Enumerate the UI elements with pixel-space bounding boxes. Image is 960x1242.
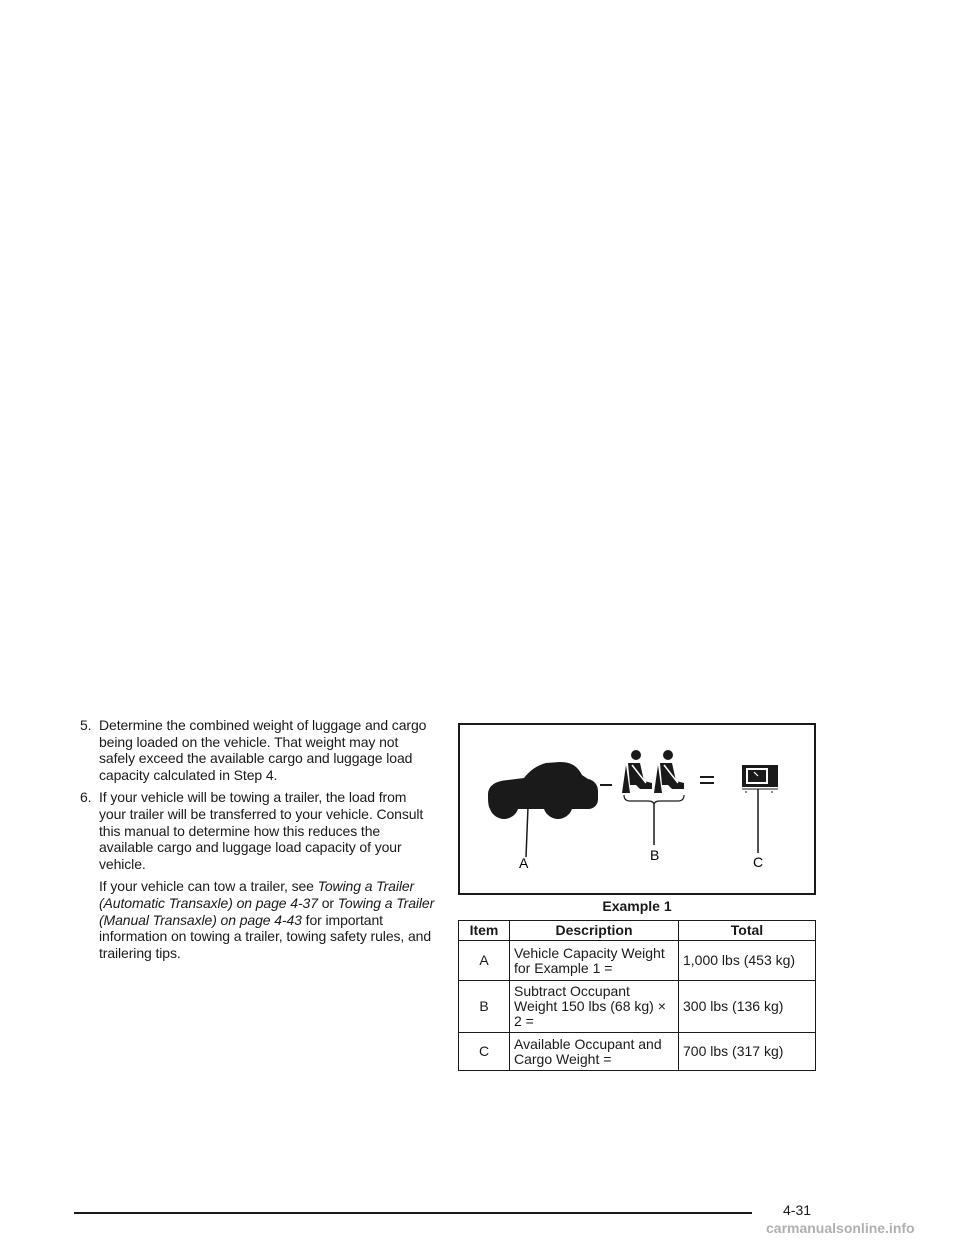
step-number: 6. [80, 789, 92, 806]
step-text: If your vehicle will be towing a trailer, the load from your trailer will be transferred to your vehicle. Consult this manual to determine how this reduces the available cargo and luggage load capacity of your vehicle. [99, 789, 424, 872]
vehicle-icon [488, 762, 598, 857]
figure-caption: Example 1 [602, 898, 672, 914]
table-row [459, 941, 816, 981]
table-header-row [459, 921, 816, 941]
towing-note-connector: or [317, 894, 338, 911]
cargo-icon [742, 765, 778, 853]
equals-icon [700, 777, 714, 783]
occupant-icon [654, 750, 684, 793]
row-description: Available Occupant and Cargo Weight = [510, 1033, 679, 1071]
label-b: B [650, 847, 660, 863]
row-item: A [459, 941, 510, 981]
step-6 [73, 789, 435, 872]
example-figure [458, 723, 816, 895]
footer-rule [74, 1212, 752, 1214]
weight-equation-illustration [460, 725, 814, 893]
row-total: 700 lbs (317 kg) [679, 1033, 816, 1071]
row-total: 1,000 lbs (453 kg) [679, 941, 816, 981]
table-row [459, 1033, 816, 1071]
table-row [459, 981, 816, 1033]
towing-note-outro: for important information on towing a trailer, towing safety rules, and trailering tips. [99, 911, 432, 961]
towing-manual-link[interactable]: Towing a Trailer (Manual Transaxle) on page 4-43 [99, 894, 435, 928]
towing-note-intro: If your vehicle can tow a trailer, see [99, 878, 318, 895]
row-description: Subtract Occupant Weight 150 lbs (68 kg) × 2 = [510, 981, 679, 1033]
header-item: Item [459, 921, 510, 941]
header-total: Total [679, 921, 816, 941]
row-item: C [459, 1033, 510, 1071]
weight-table [458, 920, 816, 1071]
occupant-icon [622, 750, 652, 793]
step-number: 5. [80, 717, 92, 733]
row-total: 300 lbs (136 kg) [679, 981, 816, 1033]
label-c: C [753, 854, 764, 870]
page-number: 4-31 [783, 1202, 812, 1218]
occupant-brace [624, 795, 684, 805]
header-description: Description [510, 921, 679, 941]
watermark: carmanualsonline.info [766, 1220, 915, 1236]
label-a: A [519, 855, 529, 871]
step-5 [73, 717, 435, 783]
row-description: Vehicle Capacity Weight for Example 1 = [510, 941, 679, 981]
towing-automatic-link[interactable]: Towing a Trailer (Automatic Transaxle) on page 4-37 [99, 878, 415, 911]
step-text: Determine the combined weight of luggage and cargo being loaded on the vehicle. That weight may not safely exceed the available cargo and luggage load capacity calculated in Step 4. [99, 717, 427, 783]
row-item: B [459, 981, 510, 1033]
instructions-column [73, 717, 435, 961]
towing-note [73, 878, 435, 961]
